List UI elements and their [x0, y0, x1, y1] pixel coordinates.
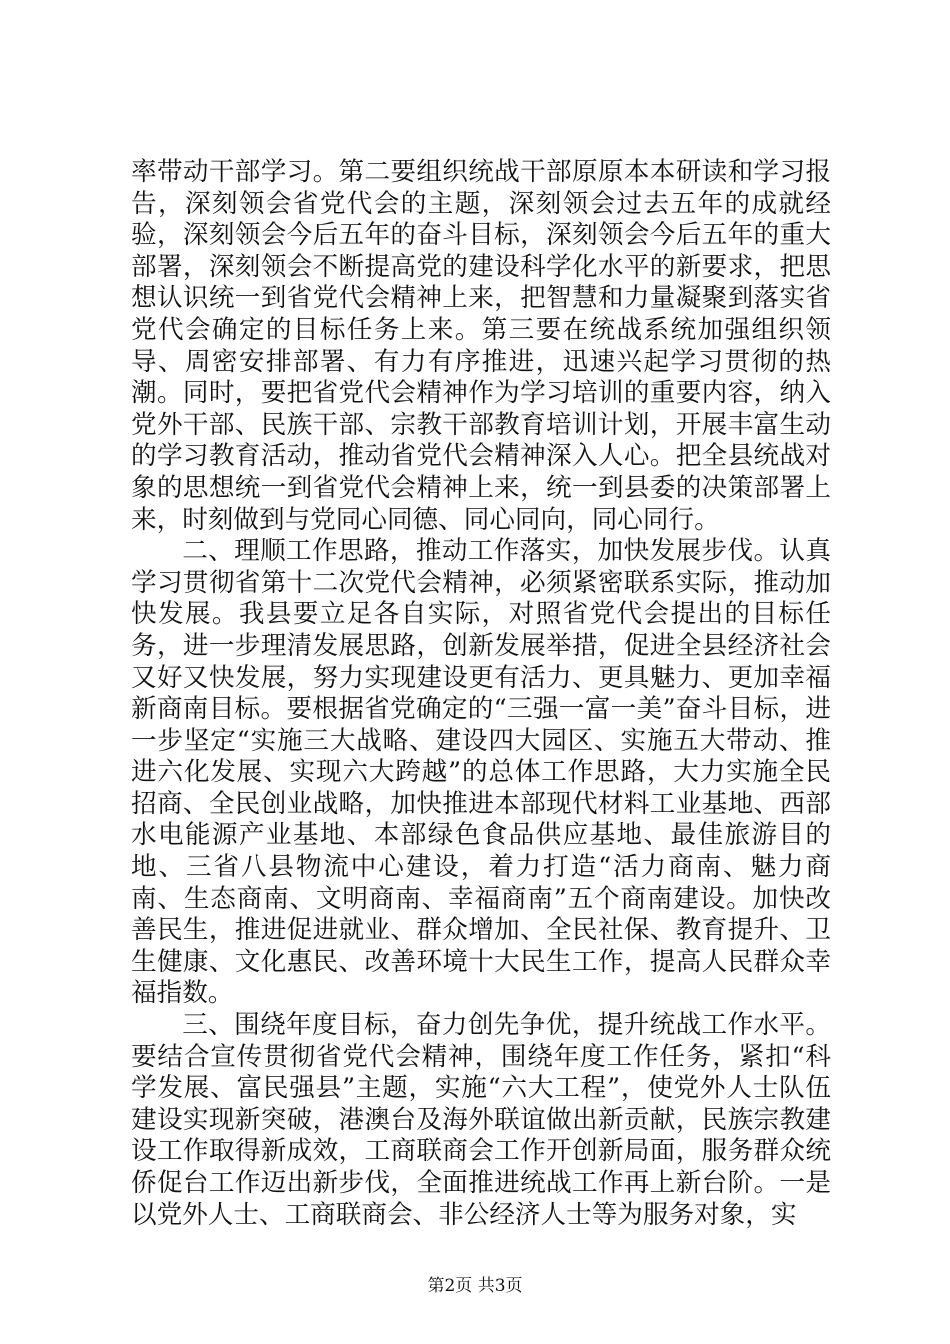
page-footer: 第2页 共3页 — [427, 1276, 523, 1296]
paragraph-section-two: 二、理顺工作思路，推动工作落实，加快发展步伐。认真学习贯彻省第十二次党代会精神，必须紧密联系实际，推动加快发展。我县要立足各自实际，对照省党代会提出的目标任务，进一步理清发展思路，创新发展举措，促进全县经济社会又好又快发展，努力实现建设更有活力、更具魅力、更加幸福新商南目标。要根据省党确定的“三强一富一美”奋斗目标，进一步坚定“实施三大战略、建设四大园区、实施五大带动、推进六化发展、实现六大跨越”的总体工作思路，大力实施全民招商、全民创业战略，加快推进本部现代材料工业基地、西部水电能源产业基地、本部绿色食品供应基地、最佳旅游目的地、三省八县物流中心建设，着力打造“活力商南、魅力商南、生态商南、文明商南、幸福商南”五个商南建设。加快改善民生，推进促进就业、群众增加、全民社保、教育提升、卫生健康、文化惠民、改善环境十大民生工作，提高人民群众幸福指数。 — [131, 536, 831, 1009]
paragraph-continued: 率带动干部学习。第二要组织统战干部原原本本研读和学习报告，深刻领会省党代会的主题，深刻领会过去五年的成就经验，深刻领会今后五年的奋斗目标，深刻领会今后五年的重大部署，深刻领会不断提高党的建设科学化水平的新要求，把思想认识统一到省党代会精神上来，把智慧和力量凝聚到落实省党代会确定的目标任务上来。第三要在统战系统加强组织领导、周密安排部署、有力有序推进，迅速兴起学习贯彻的热潮。同时，要把省党代会精神作为学习培训的重要内容，纳入党外干部、民族干部、宗教干部教育培训计划，开展丰富生动的学习教育活动，推动省党代会精神深入人心。把全县统战对象的思想统一到省党代会精神上来，统一到县委的决策部署上来，时刻做到与党同心同德、同心同向，同心同行。 — [131, 157, 831, 535]
paragraph-section-three: 三、围绕年度目标，奋力创先争优，提升统战工作水平。要结合宣传贯彻省党代会精神，围绕年度工作任务，紧扣“科学发展、富民强县”主题，实施“六大工程”，使党外人士队伍建设实现新突破，港澳台及海外联谊做出新贡献，民族宗教建设工作取得新成效，工商联商会工作开创新局面，服务群众统侨促台工作迈出新步伐，全面推进统战工作再上新台阶。一是以党外人士、工商联商会、非公经济人士等为服务对象，实 — [131, 1010, 831, 1230]
document-body — [131, 157, 831, 1231]
